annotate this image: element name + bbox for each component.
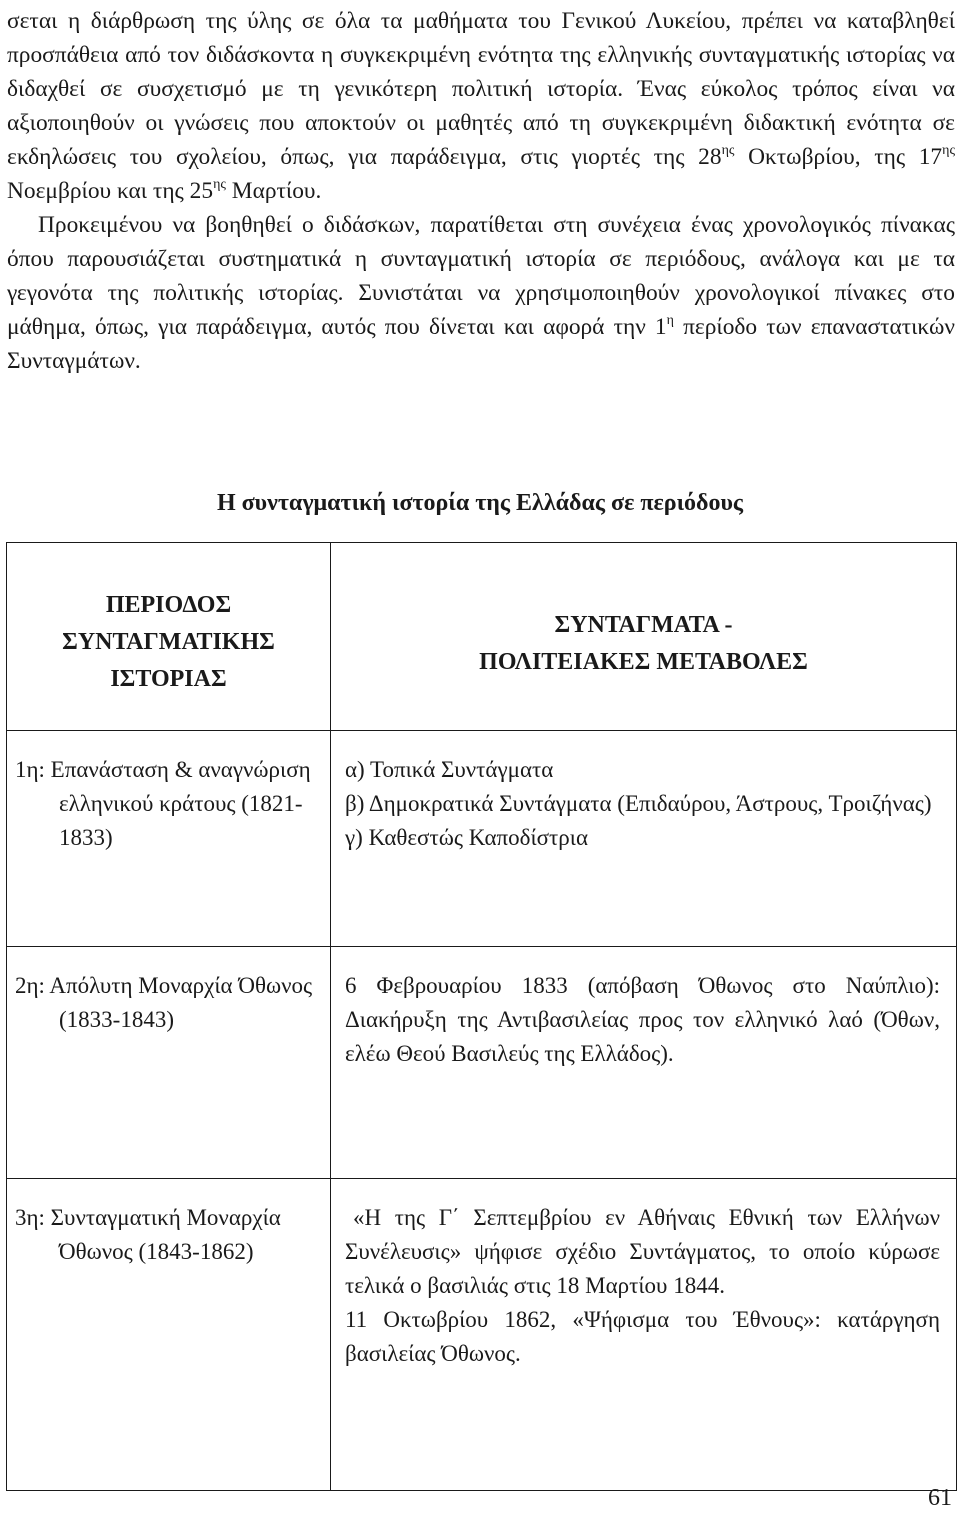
constitution-item: «Η της Γ΄ Σεπτεμβρίου εν Αθήναις Εθνική των Ελλήνων Συνέλευσις» ψήφισε σχέδιο Συντάγματος, το οποίο κύρωσε τελικά ο βασιλιάς στις 18 Μαρτίου 1844.: [345, 1205, 940, 1298]
intro-p1-text-b: Οκτωβρίου, της 17: [734, 144, 943, 170]
constitution-item: α) Τοπικά Συντάγματα: [345, 757, 554, 782]
header-period-line: ΠΕΡΙΟΔΟΣ: [105, 592, 232, 618]
constitution-item: 11 Οκτωβρίου 1862, «Ψήφισμα του Έθνους»: κατάργηση βασιλείας Όθωνος.: [345, 1307, 940, 1366]
constitutional-history-table: [6, 542, 957, 1491]
period-label: 3η: Συνταγματική Μοναρχία Όθωνος (1843-1862): [15, 1205, 281, 1264]
intro-text: [7, 4, 955, 378]
table-row: [7, 947, 957, 1179]
header-period: [7, 543, 331, 731]
header-constitutions: [331, 543, 957, 731]
header-period-line: ΙΣΤΟΡΙΑΣ: [110, 666, 227, 692]
intro-p1-text-d: Μαρτίου.: [225, 178, 322, 204]
header-period-line: ΣΥΝΤΑΓΜΑΤΙΚΗΣ: [62, 629, 275, 655]
intro-paragraph-1: [7, 4, 955, 208]
period-label: 2η: Απόλυτη Μοναρχία Όθωνος (1833-1843): [15, 973, 313, 1032]
constitutions-cell: [331, 1179, 957, 1491]
intro-p2-text-b: περίοδο των επαναστατικών Συνταγμάτων.: [7, 314, 955, 374]
table-header-row: [7, 543, 957, 731]
constitution-item: 6 Φεβρουαρίου 1833 (απόβαση Όθωνος στο Ναύπλιο): Διακήρυξη της Αντιβασιλείας προς τον ελληνικό λαό (Όθων, ελέω Θεού Βασιλεύς της Ελλάδος).: [345, 973, 940, 1066]
intro-p1-text-a: σεται η διάρθρωση της ύλης σε όλα τα μαθήματα του Γενικού Λυκείου, πρέπει να καταβληθεί προσπάθεια από τον διδάσκοντα η συγκεκριμένη ενότητα της ελληνικής συνταγματικής ιστορίας να διδαχθεί σε συσχετισμό με τη γενικότερη πολιτική ιστορία. Ένας εύκολος τρόπος είναι να αξιοποιηθούν οι γνώσεις που αποκτούν οι μαθητές από τη συγκεκριμένη διδακτική ενότητα σε εκδηλώσεις του σχολείου, όπως, για παράδειγμα, στις γιορτές της 28: [7, 8, 955, 170]
constitution-item: γ) Καθεστώς Καποδίστρια: [345, 825, 588, 850]
constitutions-cell: [331, 947, 957, 1179]
period-cell: [7, 947, 331, 1179]
period-cell: [7, 1179, 331, 1491]
ordinal-suffix: ης: [721, 143, 735, 158]
period-label: 1η: Επανάσταση & αναγνώριση ελληνικού κράτους (1821-1833): [15, 757, 311, 850]
intro-p2-text-a: Προκειμένου να βοηθηθεί ο διδάσκων, παρατίθεται στη συνέχεια ένας χρονολογικός πίνακας όπου παρουσιάζεται συστηματικά η συνταγματική ιστορία σε περιόδους, ανάλογα και με τα γεγονότα της πολιτικής ιστορίας. Συνιστάται να χρησιμοποιηθούν χρονολογικοί πίνακες στο μάθημα, όπως, για παράδειγμα, αυτός που δίνεται και αφορά την 1: [7, 212, 955, 340]
period-cell: [7, 731, 331, 947]
header-constitutions-line: ΠΟΛΙΤΕΙΑΚΕΣ ΜΕΤΑΒΟΛΕΣ: [479, 649, 808, 675]
constitution-item: β) Δημοκρατικά Συντάγματα (Επιδαύρου, Άστρους, Τροιζήνας): [345, 791, 932, 816]
intro-p1-text-c: Νοεμβρίου και της 25: [7, 178, 214, 204]
constitutions-cell: [331, 731, 957, 947]
header-constitutions-line: ΣΥΝΤΑΓΜΑΤΑ -: [554, 612, 733, 638]
intro-paragraph-2: [7, 208, 955, 378]
table-row: [7, 1179, 957, 1491]
table-row: [7, 731, 957, 947]
page-number: 61: [928, 1485, 952, 1511]
ordinal-suffix: ης: [213, 177, 226, 192]
ordinal-suffix: ης: [942, 143, 955, 158]
table-title: Η συνταγματική ιστορία της Ελλάδας σε περιόδους: [216, 490, 744, 516]
ordinal-suffix: η: [666, 313, 674, 328]
